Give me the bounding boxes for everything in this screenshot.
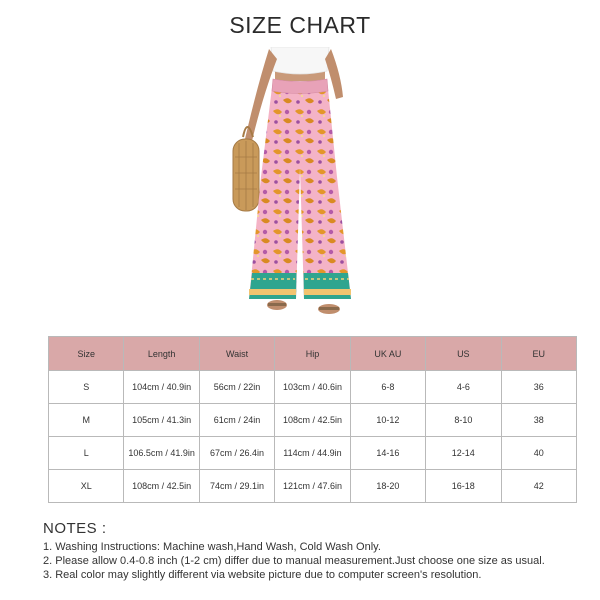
table-header-row [49, 337, 577, 371]
note-line-1: 1. Washing Instructions: Machine wash,Hand Wash, Cold Wash Only. [43, 541, 381, 553]
table-cell: 108cm / 42.5in [275, 404, 350, 437]
table-row [49, 404, 577, 437]
table-row [49, 371, 577, 404]
header-uk-au: UK AU [350, 337, 425, 371]
notes-section [43, 520, 593, 582]
table-cell: 38 [501, 404, 576, 437]
table-cell: 18-20 [350, 470, 425, 503]
notes-title: NOTES : [43, 520, 107, 537]
table-cell: 42 [501, 470, 576, 503]
table-cell: 6-8 [350, 371, 425, 404]
table-cell: S [49, 371, 124, 404]
table-cell: 67cm / 26.4in [199, 437, 274, 470]
table-row [49, 470, 577, 503]
table-cell: 56cm / 22in [199, 371, 274, 404]
table-cell: 4-6 [426, 371, 501, 404]
table-cell: 106.5cm / 41.9in [124, 437, 199, 470]
table-cell: XL [49, 470, 124, 503]
table-cell: 12-14 [426, 437, 501, 470]
table-cell: 61cm / 24in [199, 404, 274, 437]
table-cell: 103cm / 40.6in [275, 371, 350, 404]
note-line-3: 3. Real color may slightly different via website picture due to computer screen's resolution. [43, 568, 482, 581]
header-eu: EU [501, 337, 576, 371]
note-line-2: 2. Please allow 0.4-0.8 inch (1-2 cm) differ due to manual measurement.Just choose one size as usual. [43, 554, 545, 567]
table-cell: 105cm / 41.3in [124, 404, 199, 437]
table-cell: 36 [501, 371, 576, 404]
header-size: Size [49, 337, 124, 371]
header-hip: Hip [275, 337, 350, 371]
table-cell: 121cm / 47.6in [275, 470, 350, 503]
header-us: US [426, 337, 501, 371]
product-photo [227, 47, 373, 319]
table-cell: 10-12 [350, 404, 425, 437]
table-cell: 16-18 [426, 470, 501, 503]
size-chart-table [48, 336, 577, 503]
page-title: SIZE CHART [229, 12, 371, 38]
table-cell: 114cm / 44.9in [275, 437, 350, 470]
table-cell: 40 [501, 437, 576, 470]
header-waist: Waist [199, 337, 274, 371]
table-cell: 108cm / 42.5in [124, 470, 199, 503]
table-cell: L [49, 437, 124, 470]
table-row [49, 437, 577, 470]
table-cell: 14-16 [350, 437, 425, 470]
header-length: Length [124, 337, 199, 371]
table-cell: 74cm / 29.1in [199, 470, 274, 503]
table-cell: M [49, 404, 124, 437]
table-cell: 104cm / 40.9in [124, 371, 199, 404]
table-cell: 8-10 [426, 404, 501, 437]
